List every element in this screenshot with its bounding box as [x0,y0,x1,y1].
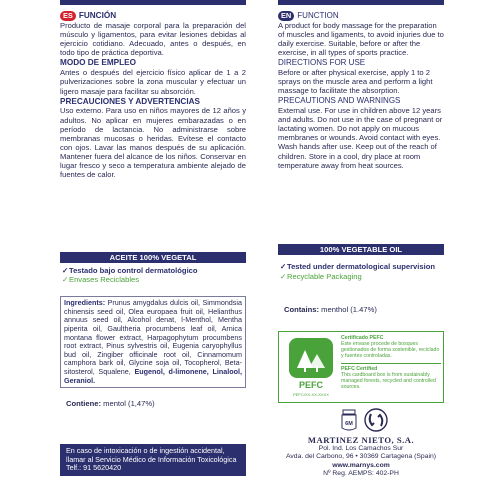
pefc-logo-icon [285,336,337,400]
pefc-text-block [341,336,441,391]
pefc-es-title: Certificado PEFC [341,335,384,341]
en-usage-heading: DIRECTIONS FOR USE [278,58,366,68]
en-function-title: FUNCTION [297,11,339,20]
ingredients-box [60,296,246,388]
company-name: MARTINEZ NIETO, S.A. [307,435,415,445]
en-language-badge: EN [278,11,294,21]
es-dermatological-claim: ✓ Testado bajo control dermatológico [62,266,246,275]
en-vegetable-oil-band: 100% VEGETABLE OIL [278,244,444,255]
en-claims [280,262,444,281]
company-address-2: Avda. del Carbono, 96 • 30369 Cartagena (Spain) [286,453,436,461]
en-usage-text: Before or after physical exercise, apply 1 to 2 sprays on the muscle area and perform a light massage to facilitate the absorption. [278,68,433,96]
es-function-text: Producto de masaje corporal para la preparación del músculo y ligamentos, para evitar lesiones debidas al ejercicio cotidiano. Adecuado, antes o después, en todo tipo de práctica deportiva. [60,21,246,58]
pefc-certification-box [278,331,444,403]
company-address-1: Pol. Ind. Los Camachos Sur [318,445,404,453]
en-contents-label: Contains: [284,305,320,314]
emergency-box: En caso de intoxicación o de ingestión accidental, llamar al Servicio Médico de Información Toxicológica Telf.: 91 5620420 [60,444,246,476]
english-column [278,10,444,170]
top-bar-right [278,0,444,5]
en-warnings-text: External use. For use in children above 12 years and adults. Do not use in the case of pregnant or lactating women. Do not apply on mucous membranes or wounds. Avoid contact with eyes. Wash hands after use. Keep out of the reach of children. Store in a cool, dry place at room temperature away from heat sources. [278,105,443,170]
period-after-opening-label: 6M [345,421,353,427]
company-website: www.marnys.com [332,461,390,469]
es-function-title: FUNCIÓN [78,11,117,20]
en-contents [284,303,444,314]
spanish-column [60,10,246,179]
company-registration: Nº Reg. AEMPS: 402-PH [323,469,399,477]
pefc-en-text: This cardboard box is from sustainably managed forests, recycled and controlled sources. [341,371,436,390]
ingredients-list: Prunus amygdalus dulcis oil, Simmondsia chinensis seed oil, Olea europaea fruit oil, Helianthus annuus seed oil, Alcohol denat, l-Menthol, Mentha piperita oil, Gaultheria procumbens leaf oil, Arnica montana flower extract, Harpagophytum procumbens root extract, Pinus sylvestris oil, Eugenia caryophyllus bud oil, Zingiber officinale root oil, Cinnamomum camphora bark oil, Glycine soja oil, Tocopherol, Beta-sitosterol, Squalene, [64,298,242,377]
es-recyclable-claim: ✓ Envases Reciclables [62,275,246,284]
pefc-es-text: Este envase procede de bosques gestionados de forma sostenible, reciclado y fuentes controladas. [341,340,440,359]
es-claims [62,266,246,284]
es-warnings-text: Uso externo. Para uso en niños mayores de 12 años y adultos. No aplicar en mujeres embarazadas o en período de lactancia. No administrarse sobre membranas mucosas o heridas. Evítese el contacto con ojos. Lavar las manos después de su aplicación. Mantener fuera del alcance de los niños. Conservar en lugar fresco y seco a temperatura ambiente alejado de fuentes de calor. [60,106,246,180]
es-usage-heading: MODO DE EMPLEO [60,58,136,68]
es-language-badge: ES [60,11,76,21]
company-info [278,435,444,478]
en-recyclable-claim: ✓ Recyclable Packaging [280,272,444,281]
ingredients-bold-tail: Eugenol, d-limonene, Linalool, Geraniol. [64,367,243,385]
es-warnings-heading: PRECAUCIONES Y ADVERTENCIAS [60,96,200,106]
es-contents-label: Contiene: [66,399,102,408]
pefc-code: PEFC/XX-XX-XXXX [293,392,329,397]
recycling-icons [278,406,444,436]
period-after-opening-icon [340,408,358,434]
pefc-en-title: PEFC Certified [341,365,378,372]
en-dermatological-claim: ✓ Tested under dermatological supervision [280,262,444,271]
es-vegetable-oil-band: ACEITE 100% VEGETAL [60,252,246,263]
es-contents-value: mentol (1,47%) [103,399,155,408]
ingredients-label: Ingredients: [64,298,106,307]
en-function-heading [278,11,444,21]
pefc-logo-text: PEFC [298,380,324,390]
es-function-heading [60,11,246,21]
en-function-text: A product for body massage for the preparation of muscles and ligaments, to avoid injuries due to daily exercise. Suitable, before or after the exercise, in all types of sports practice. [278,21,444,58]
es-usage-text: Antes o después del ejercicio físico aplicar de 1 a 2 pulverizaciones sobre la zona muscular y efectuar un ligero masaje para facilitar su absorción. [60,68,246,96]
top-bar-left [60,0,246,5]
en-warnings-heading: PRECAUTIONS AND WARNINGS [278,96,401,106]
es-contents [66,397,246,408]
green-dot-recycle-icon [364,408,388,432]
en-contents-value: menthol (1.47%) [321,305,377,314]
